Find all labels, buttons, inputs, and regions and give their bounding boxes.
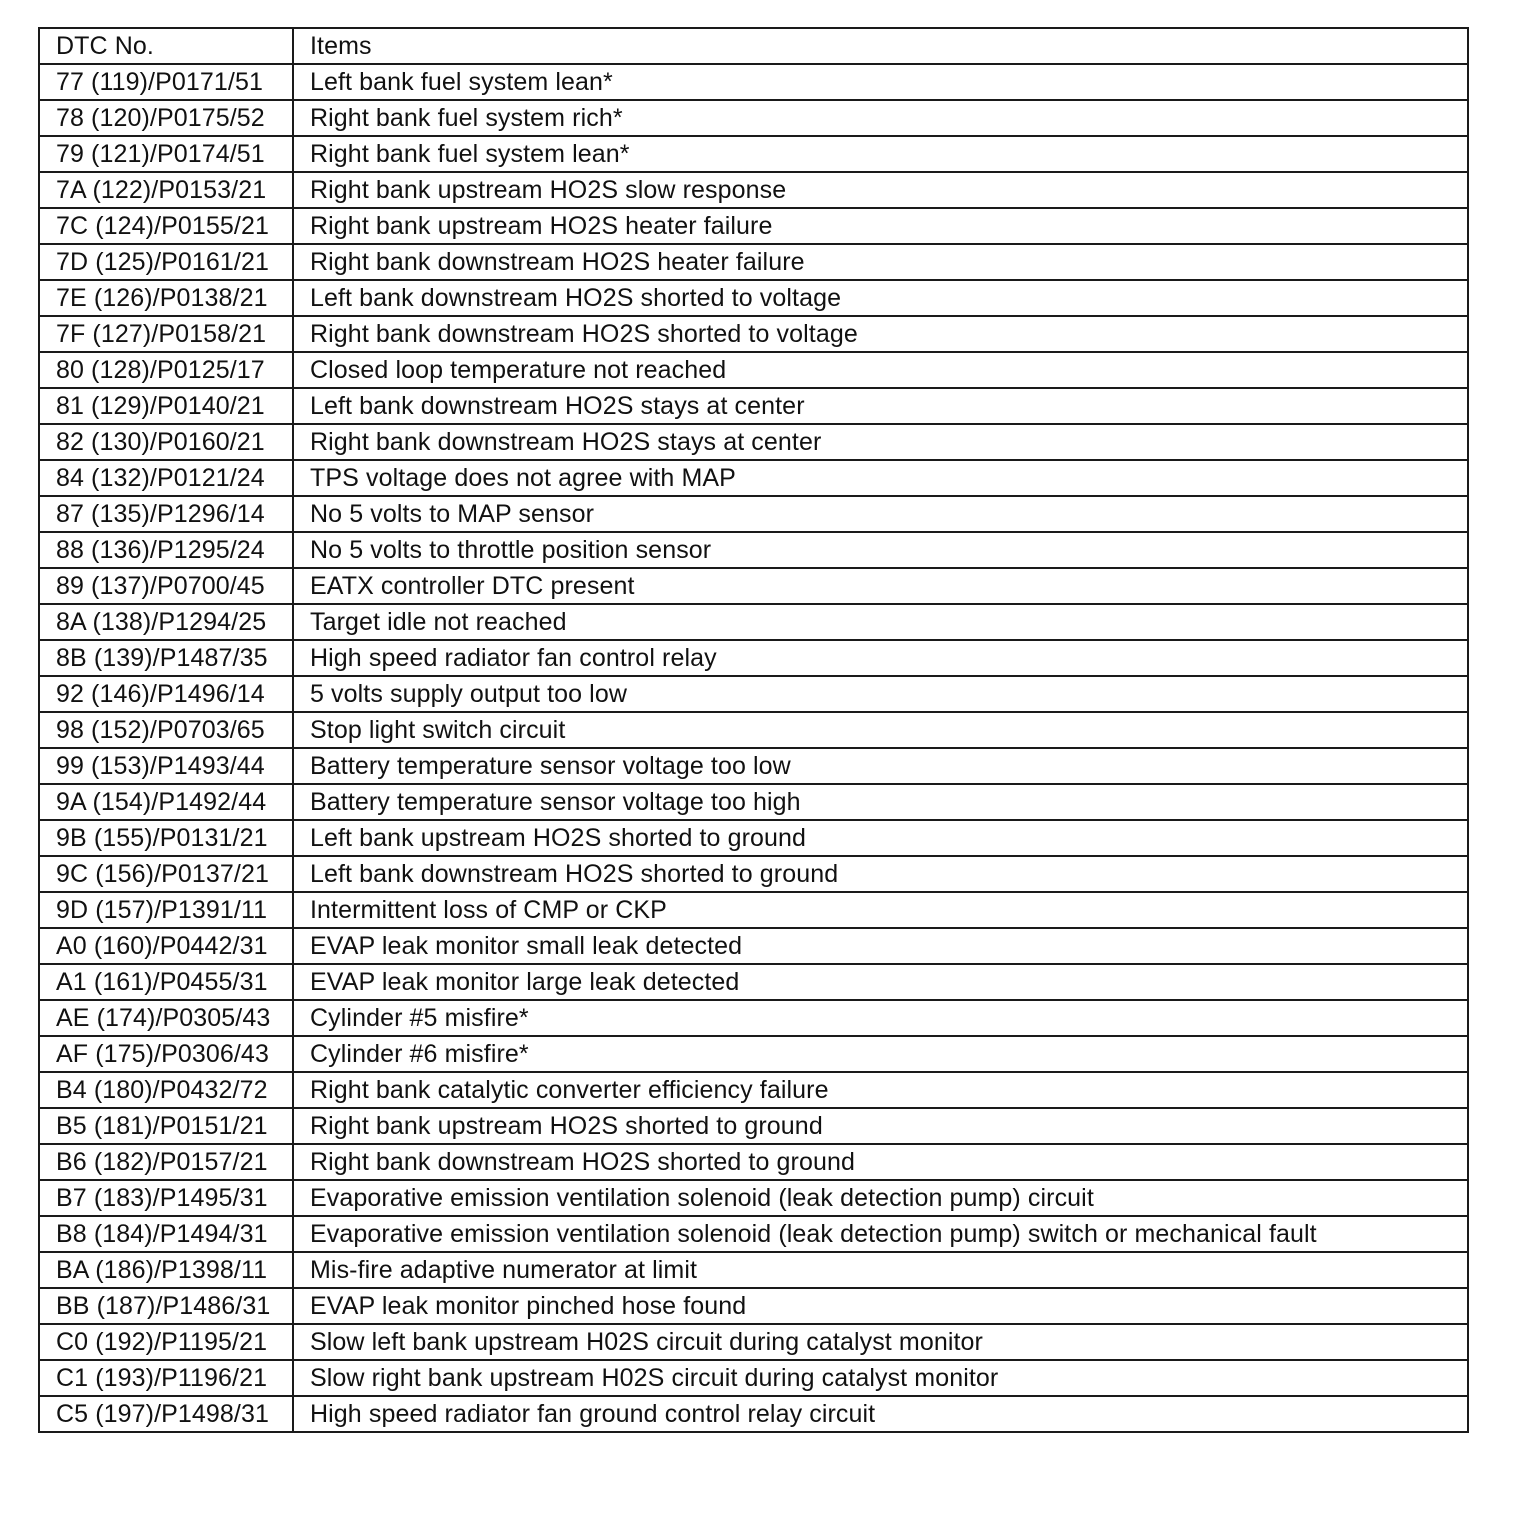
dtc-code-cell: 82 (130)/P0160/21 [39,424,293,460]
table-row [39,1252,1468,1288]
dtc-code-cell: C1 (193)/P1196/21 [39,1360,293,1396]
table-row [39,388,1468,424]
table-row [39,1072,1468,1108]
table-row [39,64,1468,100]
dtc-item-cell: Slow right bank upstream H02S circuit during catalyst monitor [293,1360,1468,1396]
dtc-item-cell: Battery temperature sensor voltage too low [293,748,1468,784]
dtc-item-cell: Evaporative emission ventilation solenoid (leak detection pump) circuit [293,1180,1468,1216]
table-row [39,208,1468,244]
table-row [39,352,1468,388]
dtc-code-cell: B4 (180)/P0432/72 [39,1072,293,1108]
dtc-code-cell: B8 (184)/P1494/31 [39,1216,293,1252]
dtc-item-cell: Right bank downstream HO2S shorted to voltage [293,316,1468,352]
dtc-code-cell: B6 (182)/P0157/21 [39,1144,293,1180]
dtc-item-cell: High speed radiator fan control relay [293,640,1468,676]
dtc-item-cell: Cylinder #6 misfire* [293,1036,1468,1072]
table-header [39,28,1468,64]
dtc-item-cell: Stop light switch circuit [293,712,1468,748]
dtc-code-cell: 8A (138)/P1294/25 [39,604,293,640]
dtc-code-cell: B7 (183)/P1495/31 [39,1180,293,1216]
table-body [39,64,1468,1432]
dtc-item-cell: Right bank downstream HO2S stays at center [293,424,1468,460]
dtc-item-cell: Right bank upstream HO2S slow response [293,172,1468,208]
dtc-code-cell: 7E (126)/P0138/21 [39,280,293,316]
table-row [39,1360,1468,1396]
dtc-code-cell: AF (175)/P0306/43 [39,1036,293,1072]
table-row [39,1324,1468,1360]
table-row [39,676,1468,712]
dtc-item-cell: Right bank catalytic converter efficiency failure [293,1072,1468,1108]
table-row [39,460,1468,496]
table-row [39,1144,1468,1180]
table-row [39,244,1468,280]
table-row [39,136,1468,172]
dtc-item-cell: Left bank upstream HO2S shorted to ground [293,820,1468,856]
table-row [39,1108,1468,1144]
dtc-item-cell: Closed loop temperature not reached [293,352,1468,388]
header-row [39,28,1468,64]
dtc-code-cell: BA (186)/P1398/11 [39,1252,293,1288]
table-row [39,1216,1468,1252]
dtc-item-cell: EVAP leak monitor pinched hose found [293,1288,1468,1324]
table-row [39,1000,1468,1036]
table-row [39,928,1468,964]
dtc-code-cell: 9A (154)/P1492/44 [39,784,293,820]
dtc-item-cell: Right bank downstream HO2S shorted to ground [293,1144,1468,1180]
dtc-code-cell: 98 (152)/P0703/65 [39,712,293,748]
dtc-item-cell: Right bank upstream HO2S heater failure [293,208,1468,244]
dtc-code-cell: AE (174)/P0305/43 [39,1000,293,1036]
dtc-code-cell: 8B (139)/P1487/35 [39,640,293,676]
dtc-item-cell: 5 volts supply output too low [293,676,1468,712]
dtc-item-cell: Left bank downstream HO2S shorted to voltage [293,280,1468,316]
table-row [39,820,1468,856]
dtc-item-cell: No 5 volts to throttle position sensor [293,532,1468,568]
header-dtc-no: DTC No. [39,28,293,64]
dtc-item-cell: TPS voltage does not agree with MAP [293,460,1468,496]
dtc-code-cell: 81 (129)/P0140/21 [39,388,293,424]
dtc-item-cell: Target idle not reached [293,604,1468,640]
dtc-code-cell: 79 (121)/P0174/51 [39,136,293,172]
dtc-item-cell: Left bank fuel system lean* [293,64,1468,100]
dtc-code-cell: 7F (127)/P0158/21 [39,316,293,352]
dtc-code-cell: 88 (136)/P1295/24 [39,532,293,568]
dtc-code-cell: 7D (125)/P0161/21 [39,244,293,280]
table-row [39,424,1468,460]
dtc-code-cell: 89 (137)/P0700/45 [39,568,293,604]
table-row [39,532,1468,568]
dtc-item-cell: Slow left bank upstream H02S circuit during catalyst monitor [293,1324,1468,1360]
dtc-code-cell: BB (187)/P1486/31 [39,1288,293,1324]
dtc-code-cell: A0 (160)/P0442/31 [39,928,293,964]
table-row [39,496,1468,532]
table-row [39,100,1468,136]
table-row [39,1180,1468,1216]
dtc-code-cell: A1 (161)/P0455/31 [39,964,293,1000]
dtc-item-cell: Battery temperature sensor voltage too high [293,784,1468,820]
dtc-item-cell: Mis-fire adaptive numerator at limit [293,1252,1468,1288]
table-row [39,604,1468,640]
table-row [39,640,1468,676]
dtc-code-cell: C5 (197)/P1498/31 [39,1396,293,1432]
table-row [39,280,1468,316]
dtc-code-cell: 9C (156)/P0137/21 [39,856,293,892]
table-row [39,964,1468,1000]
dtc-item-cell: EATX controller DTC present [293,568,1468,604]
dtc-code-cell: 92 (146)/P1496/14 [39,676,293,712]
dtc-item-cell: Right bank downstream HO2S heater failure [293,244,1468,280]
dtc-code-cell: 99 (153)/P1493/44 [39,748,293,784]
table-row [39,1288,1468,1324]
dtc-item-cell: EVAP leak monitor large leak detected [293,964,1468,1000]
dtc-item-cell: Cylinder #5 misfire* [293,1000,1468,1036]
dtc-item-cell: Evaporative emission ventilation solenoid (leak detection pump) switch or mechanical fault [293,1216,1468,1252]
dtc-code-cell: 9D (157)/P1391/11 [39,892,293,928]
dtc-item-cell: EVAP leak monitor small leak detected [293,928,1468,964]
dtc-code-cell: 9B (155)/P0131/21 [39,820,293,856]
dtc-table [38,27,1469,1433]
dtc-code-cell: 78 (120)/P0175/52 [39,100,293,136]
table-row [39,856,1468,892]
dtc-item-cell: High speed radiator fan ground control relay circuit [293,1396,1468,1432]
dtc-code-cell: 87 (135)/P1296/14 [39,496,293,532]
table-row [39,316,1468,352]
table-row [39,568,1468,604]
dtc-item-cell: Right bank fuel system rich* [293,100,1468,136]
header-items: Items [293,28,1468,64]
table-row [39,172,1468,208]
dtc-item-cell: Intermittent loss of CMP or CKP [293,892,1468,928]
dtc-item-cell: No 5 volts to MAP sensor [293,496,1468,532]
table-row [39,784,1468,820]
dtc-code-cell: 80 (128)/P0125/17 [39,352,293,388]
dtc-code-cell: 77 (119)/P0171/51 [39,64,293,100]
table-row [39,1396,1468,1432]
table-row [39,712,1468,748]
dtc-item-cell: Left bank downstream HO2S stays at center [293,388,1468,424]
dtc-code-cell: 7A (122)/P0153/21 [39,172,293,208]
dtc-code-cell: B5 (181)/P0151/21 [39,1108,293,1144]
dtc-code-cell: 7C (124)/P0155/21 [39,208,293,244]
dtc-code-cell: C0 (192)/P1195/21 [39,1324,293,1360]
dtc-item-cell: Right bank upstream HO2S shorted to ground [293,1108,1468,1144]
table-row [39,748,1468,784]
dtc-code-cell: 84 (132)/P0121/24 [39,460,293,496]
table-row [39,1036,1468,1072]
dtc-item-cell: Left bank downstream HO2S shorted to ground [293,856,1468,892]
table-row [39,892,1468,928]
dtc-item-cell: Right bank fuel system lean* [293,136,1468,172]
